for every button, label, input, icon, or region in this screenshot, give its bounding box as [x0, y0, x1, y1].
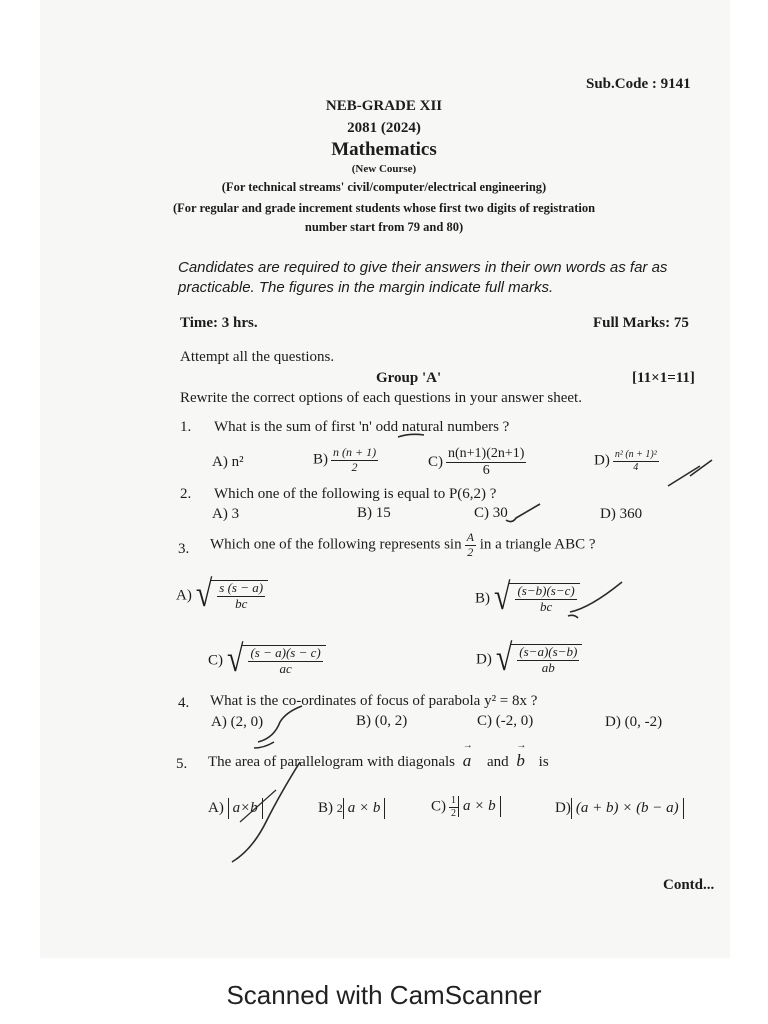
q2-option-b: B) 15 — [357, 505, 391, 521]
regular-note-line1: (For regular and grade increment students whose first two digits of registration — [172, 201, 596, 215]
question-number: 2. — [180, 486, 192, 502]
question-text: The area of parallelogram with diagonals → a and → b is — [208, 751, 549, 771]
q3-option-b: B) √ $\frac{(s-b)(s-c)}{bc}$ — [475, 583, 580, 615]
q2-option-a: A) 3 — [212, 506, 240, 522]
subject-title: Mathematics — [331, 139, 437, 160]
q4-option-c: C) (-2, 0) — [477, 713, 534, 729]
q1-option-d: D) $\frac{\text{n² (n + 1)²}}{4}$ — [594, 449, 657, 473]
q1-option-a: A) n² — [212, 454, 244, 470]
regular-note-line2: number start from 79 and 80) — [304, 220, 464, 234]
q3-option-d: D) √ $\frac{(s-a)(s-b)}{ab}$ — [476, 644, 582, 676]
q5-option-a: A) a×b — [208, 798, 263, 819]
board-title: NEB-GRADE XII — [325, 98, 443, 114]
q5-option-b: B) 2 a × b — [318, 798, 385, 819]
q4-option-b: B) (0, 2) — [356, 713, 408, 729]
q4-option-d: D) (0, -2) — [605, 714, 663, 730]
q1-option-b: B) $\frac{n (n + 1)}{2}$ — [313, 445, 377, 474]
subject-code: Sub.Code : 9141 — [586, 76, 691, 92]
scanner-watermark: Scanned with CamScanner — [226, 980, 542, 1010]
q3-option-a: A) √ $\frac{s (s - a)}{bc}$ — [176, 580, 268, 612]
continued-label: Contd... — [663, 877, 715, 893]
instructions-line2: practicable. The figures in the margin indicate full marks. — [178, 279, 554, 296]
question-text: What is the sum of first 'n' odd natural numbers ? — [214, 419, 510, 435]
question-text: Which one of the following represents sin $\frac{A}{2}$ in a triangle ABC ? — [210, 530, 596, 559]
q2-option-c: C) 30 — [474, 505, 508, 521]
streams-note: (For technical streams' civil/computer/electrical engineering) — [221, 180, 547, 194]
question-number: 4. — [178, 695, 190, 711]
q2-option-d: D) 360 — [600, 506, 643, 522]
group-title: Group 'A' — [376, 370, 442, 386]
instructions-line1: Candidates are required to give their answers in their own words as far as — [178, 259, 668, 276]
full-marks: Full Marks: 75 — [593, 315, 689, 331]
question-number: 3. — [178, 541, 190, 557]
q1-option-c: C) $\frac{n(n+1)(2n+1)}{6}$ — [428, 446, 525, 479]
q5-option-c: C) $\frac{1}{2}$ a × b — [431, 795, 501, 819]
time-allowed: Time: 3 hrs. — [180, 315, 258, 331]
rewrite-instruction: Rewrite the correct options of each questions in your answer sheet. — [180, 390, 582, 406]
course-label: (New Course) — [351, 163, 417, 175]
q4-option-a: A) (2, 0) — [211, 714, 264, 730]
question-number: 1. — [180, 419, 192, 435]
group-marks: [11×1=11] — [632, 370, 695, 386]
q3-option-c: C) √ $\frac{(s - a)(s - c)}{ac}$ — [208, 645, 326, 677]
question-number: 5. — [176, 756, 188, 772]
attempt-note: Attempt all the questions. — [180, 349, 335, 365]
question-text: Which one of the following is equal to P(6,2) ? — [214, 486, 497, 502]
exam-year: 2081 (2024) — [347, 120, 421, 136]
q5-option-d: D) (a + b) × (b − a) — [555, 798, 684, 819]
question-text: What is the co-ordinates of focus of parabola y² = 8x ? — [210, 693, 538, 709]
